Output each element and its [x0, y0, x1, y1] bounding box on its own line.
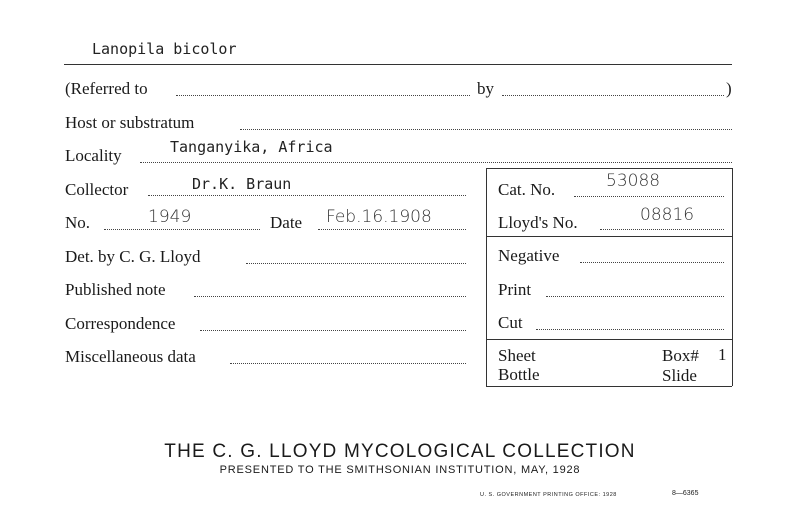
misc-line	[230, 363, 466, 364]
lloyds-no-value: 08816	[640, 205, 695, 225]
published-note-label: Published note	[65, 280, 166, 299]
lloyds-no-label: Lloyd's No.	[498, 213, 578, 232]
box-label: Box#	[662, 346, 699, 365]
cut-line	[536, 329, 724, 330]
locality-label: Locality	[65, 146, 122, 165]
box-bottom-rule	[486, 386, 732, 387]
by-line	[502, 95, 724, 96]
top-rule	[64, 64, 732, 65]
close-paren: )	[726, 79, 732, 98]
cat-no-value: 53088	[606, 171, 661, 191]
collector-value: Dr.K. Braun	[192, 175, 292, 193]
negative-label: Negative	[498, 246, 560, 265]
lloyds-no-line	[600, 229, 724, 230]
cat-no-line	[574, 196, 724, 197]
locality-line	[140, 162, 732, 163]
date-value: Feb.16.1908	[326, 207, 432, 227]
referred-to-label: (Referred to	[65, 79, 148, 98]
slide-label: Slide	[662, 366, 697, 385]
cat-no-label: Cat. No.	[498, 180, 556, 199]
box-left-rule	[486, 168, 487, 386]
box-divider	[486, 236, 732, 237]
box-right-rule	[732, 168, 733, 386]
collection-title: THE C. G. LLOYD MYCOLOGICAL COLLECTION	[164, 441, 636, 462]
collector-line	[148, 195, 466, 196]
host-label: Host or substratum	[65, 113, 195, 132]
host-line	[240, 129, 732, 130]
correspondence-label: Correspondence	[65, 314, 176, 333]
correspondence-line	[200, 330, 466, 331]
locality-value: Tanganyika, Africa	[170, 138, 333, 156]
no-line	[104, 229, 260, 230]
referred-to-line	[176, 95, 470, 96]
box-sheet-rule	[486, 339, 732, 340]
box-value: 1	[718, 345, 727, 364]
specimen-name: Lanopila bicolor	[92, 40, 237, 58]
date-label: Date	[270, 213, 303, 232]
bottle-label: Bottle	[498, 365, 540, 384]
date-line	[318, 229, 466, 230]
negative-line	[580, 262, 724, 263]
sheet-label: Sheet	[498, 346, 536, 365]
no-value: 1949	[148, 207, 192, 227]
collector-label: Collector	[65, 180, 129, 199]
by-label: by	[477, 79, 494, 98]
box-top-rule	[486, 168, 732, 169]
print-label: Print	[498, 280, 532, 299]
no-label: No.	[65, 213, 91, 232]
printer-note: U. S. GOVERNMENT PRINTING OFFICE: 1928	[480, 492, 617, 498]
form-number: 8—6365	[672, 490, 699, 497]
collection-subtitle: PRESENTED TO THE SMITHSONIAN INSTITUTION, MAY, 1928	[219, 464, 581, 476]
det-by-label: Det. by C. G. Lloyd	[65, 247, 201, 266]
det-by-line	[246, 263, 466, 264]
print-line	[546, 296, 724, 297]
cut-label: Cut	[498, 313, 523, 332]
misc-label: Miscellaneous data	[65, 347, 196, 366]
published-note-line	[194, 296, 466, 297]
